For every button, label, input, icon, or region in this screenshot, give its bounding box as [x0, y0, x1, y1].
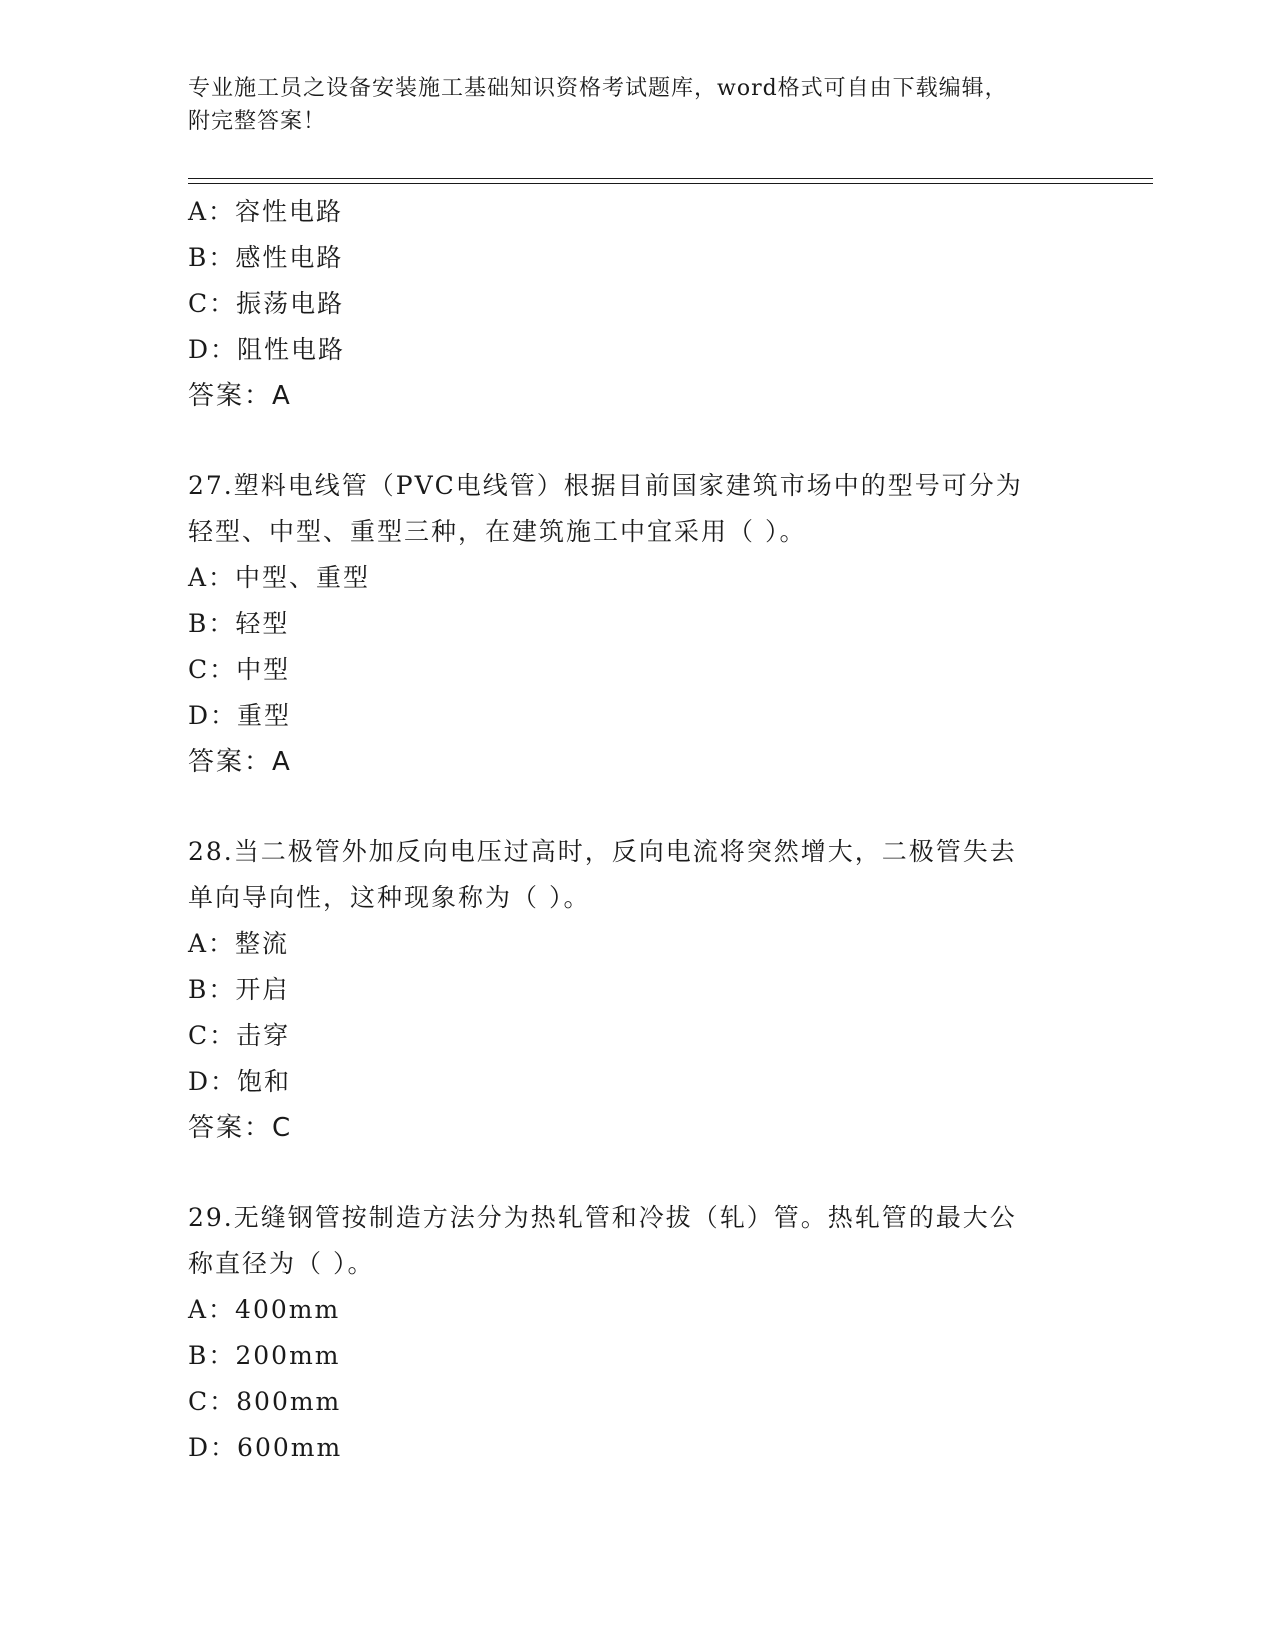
answer-line: 答案：C [188, 1113, 293, 1143]
answer-line: 答案：A [188, 747, 292, 777]
option-b: B：轻型 [188, 609, 290, 638]
option-d: D：600mm [188, 1433, 343, 1462]
question-stem-line-1: 27.塑料电线管（PVC电线管）根据目前国家建筑市场中的型号可分为 [188, 471, 1023, 500]
header-line-1: 专业施工员之设备安装施工基础知识资格考试题库，word格式可自由下载编辑， [188, 76, 1008, 101]
question-stem-line-2: 轻型、中型、重型三种，在建筑施工中宜采用（ ）。 [188, 517, 807, 546]
option-c: C：800mm [188, 1387, 342, 1416]
option-d: D：重型 [188, 701, 292, 730]
option-d: D：阻性电路 [188, 335, 346, 364]
option-d: D：饱和 [188, 1067, 292, 1096]
option-b: B：感性电路 [188, 243, 344, 272]
option-a: A：中型、重型 [188, 563, 371, 592]
option-a: A：整流 [188, 929, 290, 958]
question-28 [188, 829, 1088, 1151]
option-c: C：振荡电路 [188, 289, 345, 318]
question-29 [188, 1195, 1088, 1471]
option-a: A：400mm [188, 1295, 341, 1324]
question-stem-line-2: 单向导向性，这种现象称为（ ）。 [188, 883, 591, 912]
question-26-tail [188, 189, 1088, 419]
question-list [188, 189, 1088, 1471]
option-c: C：中型 [188, 655, 291, 684]
option-c: C：击穿 [188, 1021, 291, 1050]
answer-line: 答案：A [188, 381, 292, 411]
option-a: A：容性电路 [188, 197, 344, 226]
question-stem-line-2: 称直径为（ ）。 [188, 1249, 375, 1278]
option-b: B：开启 [188, 975, 290, 1004]
header-divider-bottom [188, 183, 1153, 184]
question-stem-line-1: 29.无缝钢管按制造方法分为热轧管和冷拔（轧）管。热轧管的最大公 [188, 1203, 1017, 1232]
question-27 [188, 463, 1088, 785]
question-stem-line-1: 28.当二极管外加反向电压过高时，反向电流将突然增大，二极管失去 [188, 837, 1017, 866]
header-divider-top [188, 178, 1153, 179]
header-line-2: 附完整答案！ [188, 109, 327, 134]
option-b: B：200mm [188, 1341, 341, 1370]
document-header [188, 72, 1088, 138]
